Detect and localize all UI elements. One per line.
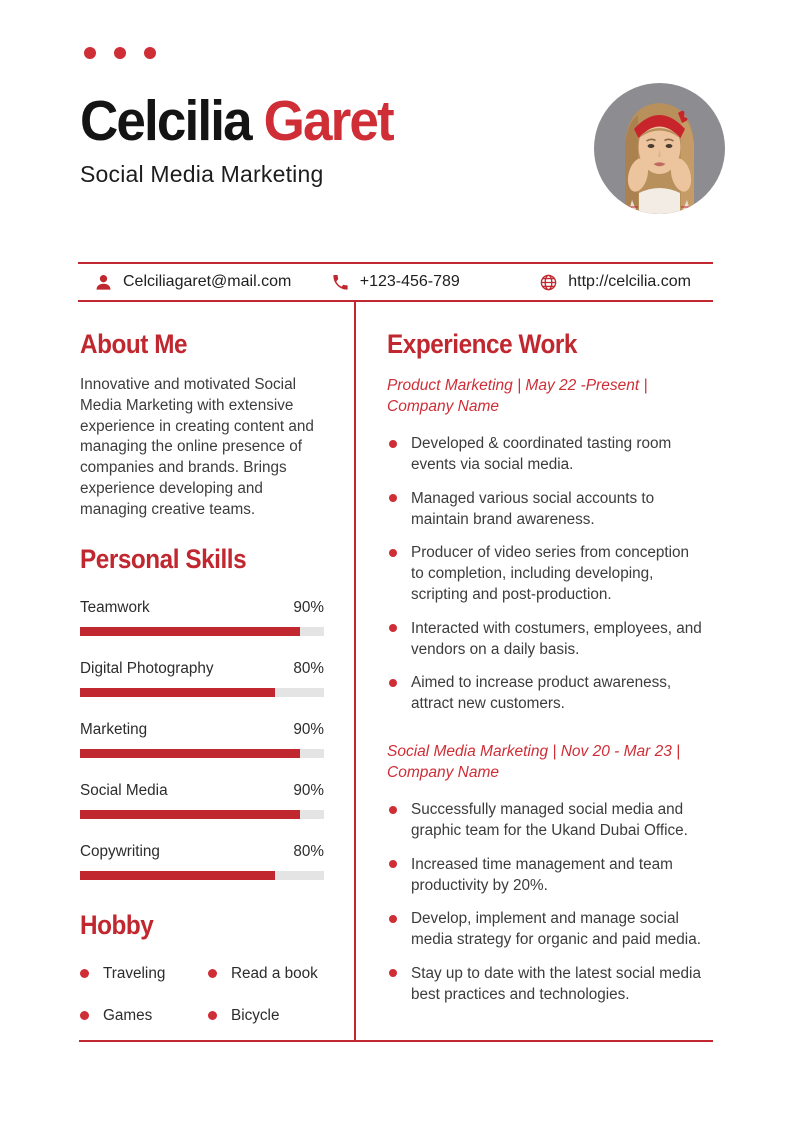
bullet-text: Successfully managed social media and graphic team for the Ukand Dubai Office.	[411, 801, 688, 839]
about-text: Innovative and motivated Social Media Marketing with extensive experience in creating content and managing the online presence of companies and brands. Brings experience developing and managing creative teams.	[80, 376, 314, 518]
bullet-dot-icon	[389, 679, 397, 687]
bullet-text: Aimed to increase product awareness, attract new customers.	[411, 674, 672, 712]
phone-icon	[331, 273, 350, 292]
bullet-text: Producer of video series from conception to completion, including developing, scripting and post-production.	[411, 544, 690, 603]
job-bullet	[387, 433, 703, 475]
job-bullet-list	[387, 799, 703, 1005]
right-column	[356, 302, 713, 1040]
bullet-text: Increased time management and team productivity by 20%.	[411, 855, 673, 894]
website-text: http://celcilia.com	[568, 273, 691, 290]
bullet-dot-icon	[80, 969, 89, 978]
skill-bar-track	[80, 688, 324, 697]
skill-label: Marketing	[80, 720, 148, 738]
job-bullet-list	[387, 433, 703, 714]
contact-phone[interactable]	[331, 273, 460, 292]
skill-label: Social Media	[80, 781, 168, 799]
job-heading: Social Media Marketing | Nov 20 - Mar 23 | Company Name	[387, 743, 681, 781]
skill-label: Teamwork	[80, 598, 150, 616]
contact-website[interactable]	[539, 273, 691, 292]
skill-bar-fill	[80, 871, 275, 880]
phone-text: +123-456-789	[359, 273, 460, 290]
bullet-dot-icon	[208, 969, 217, 978]
job-bullet	[387, 908, 703, 950]
red-dot-icon	[84, 47, 96, 59]
job-bullet	[387, 854, 703, 896]
bullet-dot-icon	[389, 969, 397, 977]
skill-row	[80, 660, 324, 697]
hobby-label: Traveling	[103, 964, 166, 982]
page-title	[80, 90, 393, 153]
hobby-section	[80, 910, 324, 1025]
hobby-title: Hobby	[80, 909, 154, 940]
bullet-dot-icon	[80, 1011, 89, 1020]
skill-label: Copywriting	[80, 842, 160, 860]
globe-icon	[539, 273, 558, 292]
about-section	[80, 329, 324, 521]
bullet-dot-icon	[389, 494, 397, 502]
name-first: Celcilia	[80, 89, 264, 153]
bullet-dot-icon	[389, 806, 397, 814]
bullet-dot-icon	[389, 860, 397, 868]
hobby-label: Read a book	[231, 964, 318, 982]
skill-bar-fill	[80, 749, 300, 758]
job-bullet	[387, 618, 703, 660]
job-bullet	[387, 672, 703, 714]
left-column	[79, 302, 356, 1040]
skills-title: Personal Skills	[80, 543, 247, 574]
bullet-text: Stay up to date with the latest social media best practices and technologies.	[411, 964, 701, 1003]
skill-label: Digital Photography	[80, 659, 214, 677]
hobby-item	[80, 965, 208, 983]
portrait-photo-icon	[594, 83, 725, 214]
skill-bar-track	[80, 627, 324, 636]
skill-row	[80, 782, 324, 819]
bullet-text: Develop, implement and manage social media strategy for organic and paid media.	[411, 910, 701, 948]
hobby-item	[80, 1007, 208, 1025]
job-heading: Product Marketing | May 22 -Present | Company Name	[387, 377, 648, 415]
skill-bar-track	[80, 810, 324, 819]
experience-job	[387, 741, 713, 1005]
skill-percent: 90%	[293, 598, 324, 616]
skill-percent: 90%	[293, 781, 324, 799]
bullet-text: Developed & coordinated tasting room events via social media.	[411, 435, 672, 473]
hobby-label: Bicycle	[231, 1006, 280, 1024]
skill-bar-fill	[80, 627, 300, 636]
red-dot-icon	[114, 47, 126, 59]
decor-dots	[84, 47, 156, 59]
contact-email[interactable]	[94, 273, 291, 292]
bullet-dot-icon	[389, 624, 397, 632]
hobby-label: Games	[103, 1006, 153, 1024]
skill-percent: 90%	[293, 720, 324, 738]
job-bullet	[387, 488, 703, 530]
header	[80, 90, 416, 188]
bullet-text: Managed various social accounts to maintain brand awareness.	[411, 489, 655, 528]
skill-row	[80, 721, 324, 758]
email-text: Celciliagaret@mail.com	[123, 273, 292, 290]
experience-job	[387, 375, 713, 714]
hobby-item	[208, 1007, 324, 1025]
main-columns	[79, 302, 713, 1042]
skills-section	[80, 544, 324, 880]
job-bullet	[387, 799, 703, 841]
skill-percent: 80%	[293, 842, 324, 860]
job-bullet	[387, 963, 703, 1005]
skill-row	[80, 843, 324, 880]
hobby-item	[208, 965, 324, 983]
about-title: About Me	[80, 329, 188, 359]
skill-bar-fill	[80, 688, 275, 697]
contact-bar	[78, 262, 713, 302]
name-last: Garet	[263, 89, 393, 153]
skill-percent: 80%	[293, 659, 324, 677]
job-bullet	[387, 542, 703, 605]
bullet-dot-icon	[389, 549, 397, 557]
bullet-dot-icon	[208, 1011, 217, 1020]
skill-row	[80, 599, 324, 636]
bullet-dot-icon	[389, 440, 397, 448]
skill-bar-track	[80, 749, 324, 758]
bullet-dot-icon	[389, 915, 397, 923]
red-dot-icon	[144, 47, 156, 59]
hobby-grid	[80, 965, 324, 1025]
skill-bar-track	[80, 871, 324, 880]
experience-title: Experience Work	[387, 329, 577, 359]
avatar	[594, 83, 725, 214]
job-subtitle: Social Media Marketing	[80, 160, 324, 187]
skill-bar-fill	[80, 810, 300, 819]
person-icon	[94, 273, 113, 292]
bullet-text: Interacted with costumers, employees, and vendors on a daily basis.	[411, 619, 702, 658]
